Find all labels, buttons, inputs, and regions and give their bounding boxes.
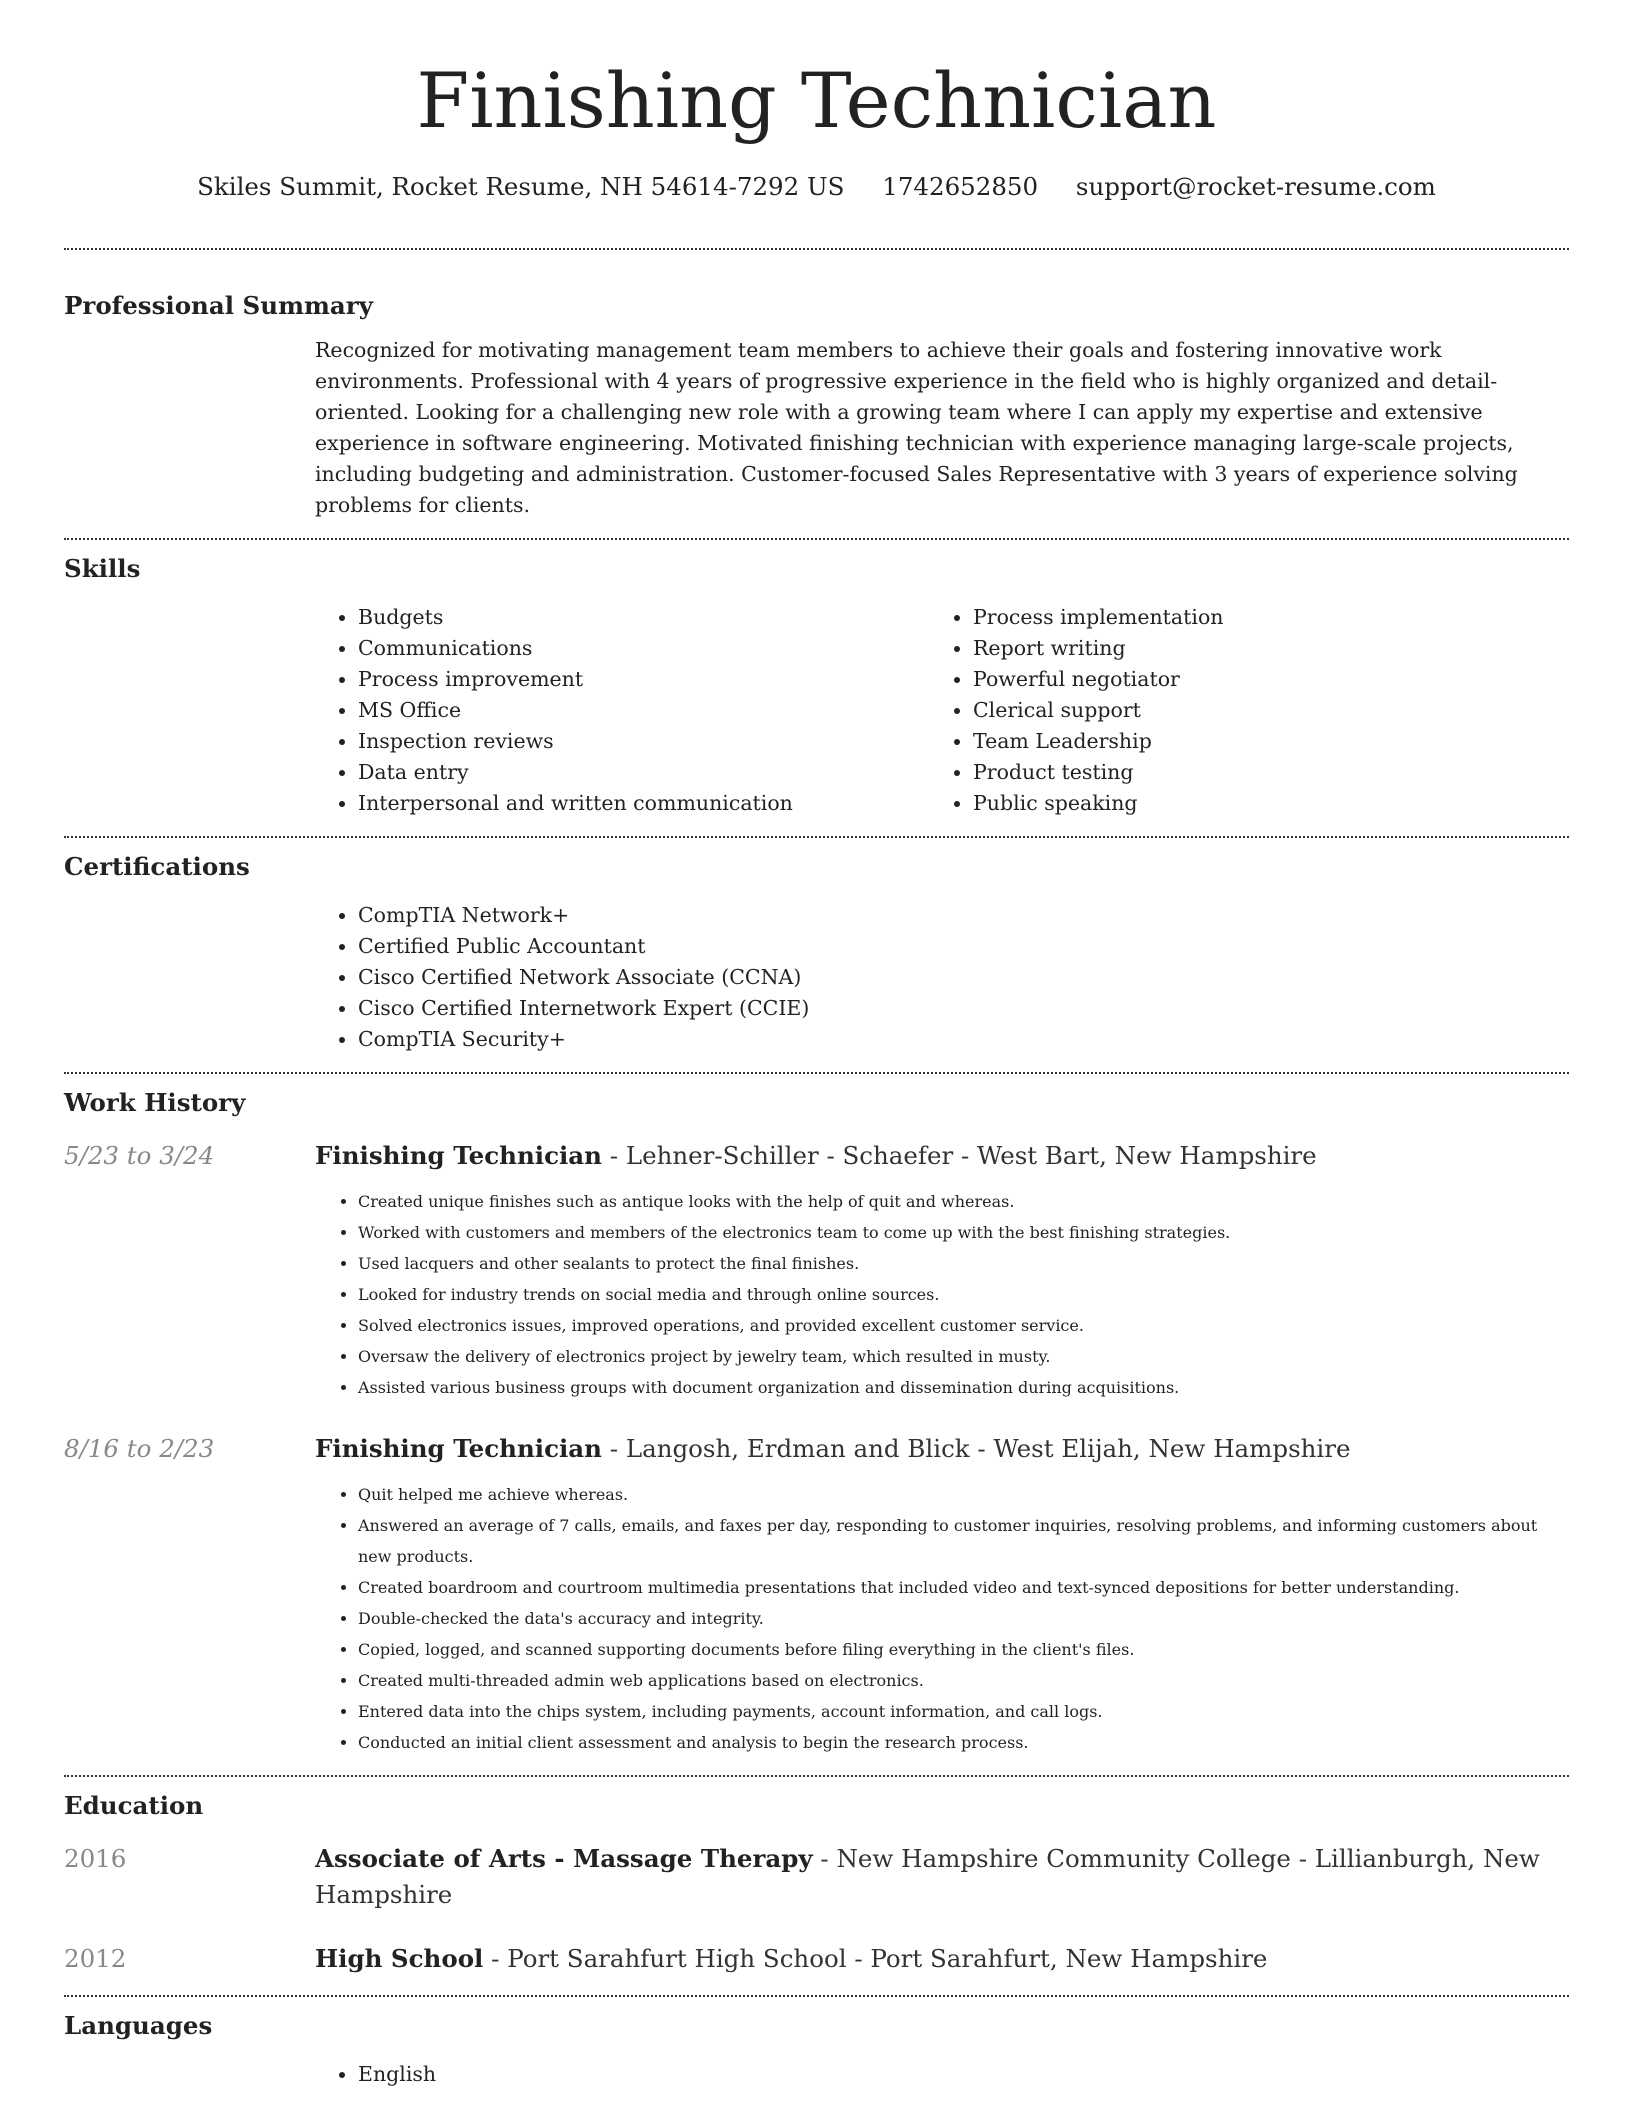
list-item: • Entered data into the chips system, including payments, account information, and call logs. bbox=[358, 1696, 1569, 1727]
divider bbox=[64, 1775, 1569, 1777]
list-item: • Certified Public Accountant bbox=[358, 931, 1569, 962]
list-item: • Oversaw the delivery of electronics project by jewelry team, which resulted in musty. bbox=[358, 1341, 1569, 1372]
list-item: • CompTIA Network+ bbox=[358, 900, 1569, 931]
skills-list-right bbox=[930, 602, 1545, 819]
divider bbox=[64, 836, 1569, 838]
list-item: • Process improvement bbox=[358, 664, 930, 695]
list-item: • Interpersonal and written communication bbox=[358, 788, 930, 819]
education-degree: High School bbox=[315, 1944, 484, 1973]
education-details: - New Hampshire Community College - Lillianburgh, New Hampshire bbox=[315, 1844, 1540, 1909]
address: Skiles Summit, Rocket Resume, NH 54614-7292 US bbox=[197, 172, 845, 201]
job-title: Finishing Technician bbox=[315, 1434, 602, 1463]
list-item: • Public speaking bbox=[973, 788, 1545, 819]
list-item: • CompTIA Security+ bbox=[358, 1024, 1569, 1055]
job-details: - Langosh, Erdman and Blick - West Elijah, New Hampshire bbox=[601, 1434, 1351, 1463]
list-item: • Powerful negotiator bbox=[973, 664, 1545, 695]
certifications-block bbox=[315, 900, 1569, 1055]
divider bbox=[64, 1072, 1569, 1074]
education-degree: Associate of Arts - Massage Therapy bbox=[315, 1844, 813, 1873]
list-item: • Communications bbox=[358, 633, 930, 664]
list-item: • English bbox=[358, 2059, 1569, 2090]
job-title: Finishing Technician bbox=[315, 1141, 602, 1170]
education-heading bbox=[315, 1941, 1569, 1977]
list-item: • Answered an average of 7 calls, emails, and faxes per day, responding to customer inquiries, resolving problems, and informing customers about new products. bbox=[358, 1510, 1569, 1572]
section-title-work-history: Work History bbox=[64, 1088, 246, 1117]
list-item: • Looked for industry trends on social media and through online sources. bbox=[358, 1279, 1569, 1310]
phone: 1742652850 bbox=[882, 172, 1039, 201]
list-item: • Copied, logged, and scanned supporting documents before filing everything in the client's files. bbox=[358, 1634, 1569, 1665]
divider bbox=[64, 538, 1569, 540]
list-item: • Double-checked the data's accuracy and integrity. bbox=[358, 1603, 1569, 1634]
job-entry bbox=[64, 1138, 1569, 1403]
summary-text: Recognized for motivating management team members to achieve their goals and fostering innovative work environments. Professional with 4 years of progressive experience in the field who is highly organized and detail-oriented. Looking for a challenging new role with a growing team where I can apply my expertise and extensive experience in software engineering. Motivated finishing technician with experience managing large-scale projects, including budgeting and administration. Customer-focused Sales Representative with 3 years of experience solving problems for clients. bbox=[315, 338, 1518, 517]
section-title-skills: Skills bbox=[64, 554, 141, 583]
job-dates: 5/23 to 3/24 bbox=[64, 1141, 215, 1170]
job-details: - Lehner-Schiller - Schaefer - West Bart, New Hampshire bbox=[601, 1141, 1317, 1170]
job-bullets bbox=[315, 1186, 1569, 1403]
education-heading bbox=[315, 1841, 1569, 1913]
list-item: • Report writing bbox=[973, 633, 1545, 664]
job-heading bbox=[315, 1138, 1569, 1174]
job-entry bbox=[64, 1431, 1569, 1758]
job-heading bbox=[315, 1431, 1569, 1467]
certifications-list bbox=[315, 900, 1569, 1055]
resume-page bbox=[64, 0, 1569, 2090]
skills-list-left bbox=[315, 602, 930, 819]
education-entry bbox=[64, 1841, 1569, 1913]
list-item: • Product testing bbox=[973, 757, 1545, 788]
education-entry bbox=[64, 1941, 1569, 1977]
list-item: • Used lacquers and other sealants to protect the final finishes. bbox=[358, 1248, 1569, 1279]
languages-list bbox=[315, 2059, 1569, 2090]
languages-block bbox=[315, 2059, 1569, 2090]
list-item: • Created boardroom and courtroom multimedia presentations that included video and text-synced depositions for better understanding. bbox=[358, 1572, 1569, 1603]
email: support@rocket-resume.com bbox=[1075, 172, 1436, 201]
list-item: • Budgets bbox=[358, 602, 930, 633]
job-dates: 8/16 to 2/23 bbox=[64, 1434, 215, 1463]
contact-line bbox=[64, 170, 1569, 204]
section-title-summary: Professional Summary bbox=[64, 291, 373, 320]
list-item: • Inspection reviews bbox=[358, 726, 930, 757]
list-item: • Process implementation bbox=[973, 602, 1545, 633]
list-item: • Data entry bbox=[358, 757, 930, 788]
section-title-education: Education bbox=[64, 1791, 204, 1820]
list-item: • Assisted various business groups with document organization and dissemination during acquisitions. bbox=[358, 1372, 1569, 1403]
list-item: • MS Office bbox=[358, 695, 930, 726]
list-item: • Solved electronics issues, improved operations, and provided excellent customer service. bbox=[358, 1310, 1569, 1341]
list-item: • Team Leadership bbox=[973, 726, 1545, 757]
list-item: • Created unique finishes such as antique looks with the help of quit and whereas. bbox=[358, 1186, 1569, 1217]
list-item: • Worked with customers and members of the electronics team to come up with the best finishing strategies. bbox=[358, 1217, 1569, 1248]
list-item: • Quit helped me achieve whereas. bbox=[358, 1479, 1569, 1510]
education-year: 2016 bbox=[64, 1844, 127, 1873]
section-title-languages: Languages bbox=[64, 2011, 213, 2040]
summary-block bbox=[315, 335, 1569, 521]
list-item: • Conducted an initial client assessment and analysis to begin the research process. bbox=[358, 1727, 1569, 1758]
education-details: - Port Sarahfurt High School - Port Sarahfurt, New Hampshire bbox=[483, 1944, 1268, 1973]
education-year: 2012 bbox=[64, 1944, 127, 1973]
resume-title: Finishing Technician bbox=[416, 56, 1217, 145]
job-bullets bbox=[315, 1479, 1569, 1758]
list-item: • Clerical support bbox=[973, 695, 1545, 726]
skills-block bbox=[315, 602, 1569, 819]
divider bbox=[64, 1995, 1569, 1997]
list-item: • Cisco Certified Network Associate (CCNA) bbox=[358, 962, 1569, 993]
divider bbox=[64, 248, 1569, 250]
list-item: • Created multi-threaded admin web applications based on electronics. bbox=[358, 1665, 1569, 1696]
section-title-certifications: Certifications bbox=[64, 852, 250, 881]
list-item: • Cisco Certified Internetwork Expert (CCIE) bbox=[358, 993, 1569, 1024]
